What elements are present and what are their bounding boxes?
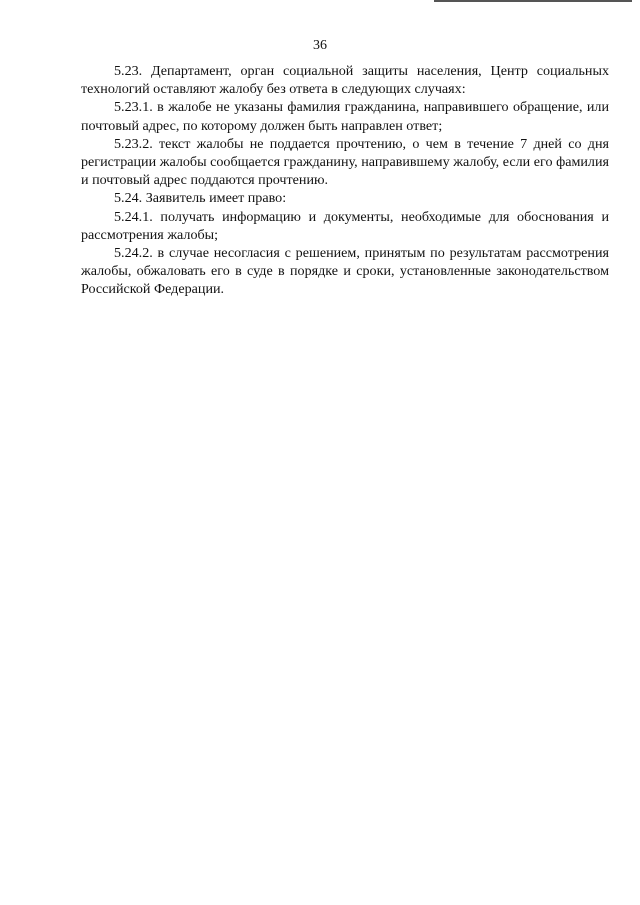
paragraph-5-23-2: 5.23.2. текст жалобы не поддается прочтению, о чем в течение 7 дней со дня регистрации жалобы сообщается гражданину, направившему жалобу, если его фамилия и почтовый адрес поддаются прочтению. [81, 135, 609, 189]
paragraph-5-24-1: 5.24.1. получать информацию и документы, необходимые для обоснования и рассмотрения жалобы; [81, 208, 609, 243]
paragraph-5-24: 5.24. Заявитель имеет право: [114, 190, 287, 207]
paragraph-5-23-1: 5.23.1. в жалобе не указаны фамилия гражданина, направившего обращение, или почтовый адрес, по которому должен быть направлен ответ; [81, 99, 609, 134]
paragraph-5-24-2: 5.24.2. в случае несогласия с решением, принятым по результатам рассмотрения жалобы, обжаловать его в суде в порядке и сроки, установленные законодательством Российской Федерации. [81, 245, 609, 298]
paragraph-5-23: 5.23. Департамент, орган социальной защиты населения, Центр социальных технологий оставляют жалобу без ответа в следующих случаях: [81, 63, 609, 98]
scan-edge-line [434, 0, 632, 2]
page-number: 36 [313, 38, 327, 53]
document-body [81, 62, 609, 299]
